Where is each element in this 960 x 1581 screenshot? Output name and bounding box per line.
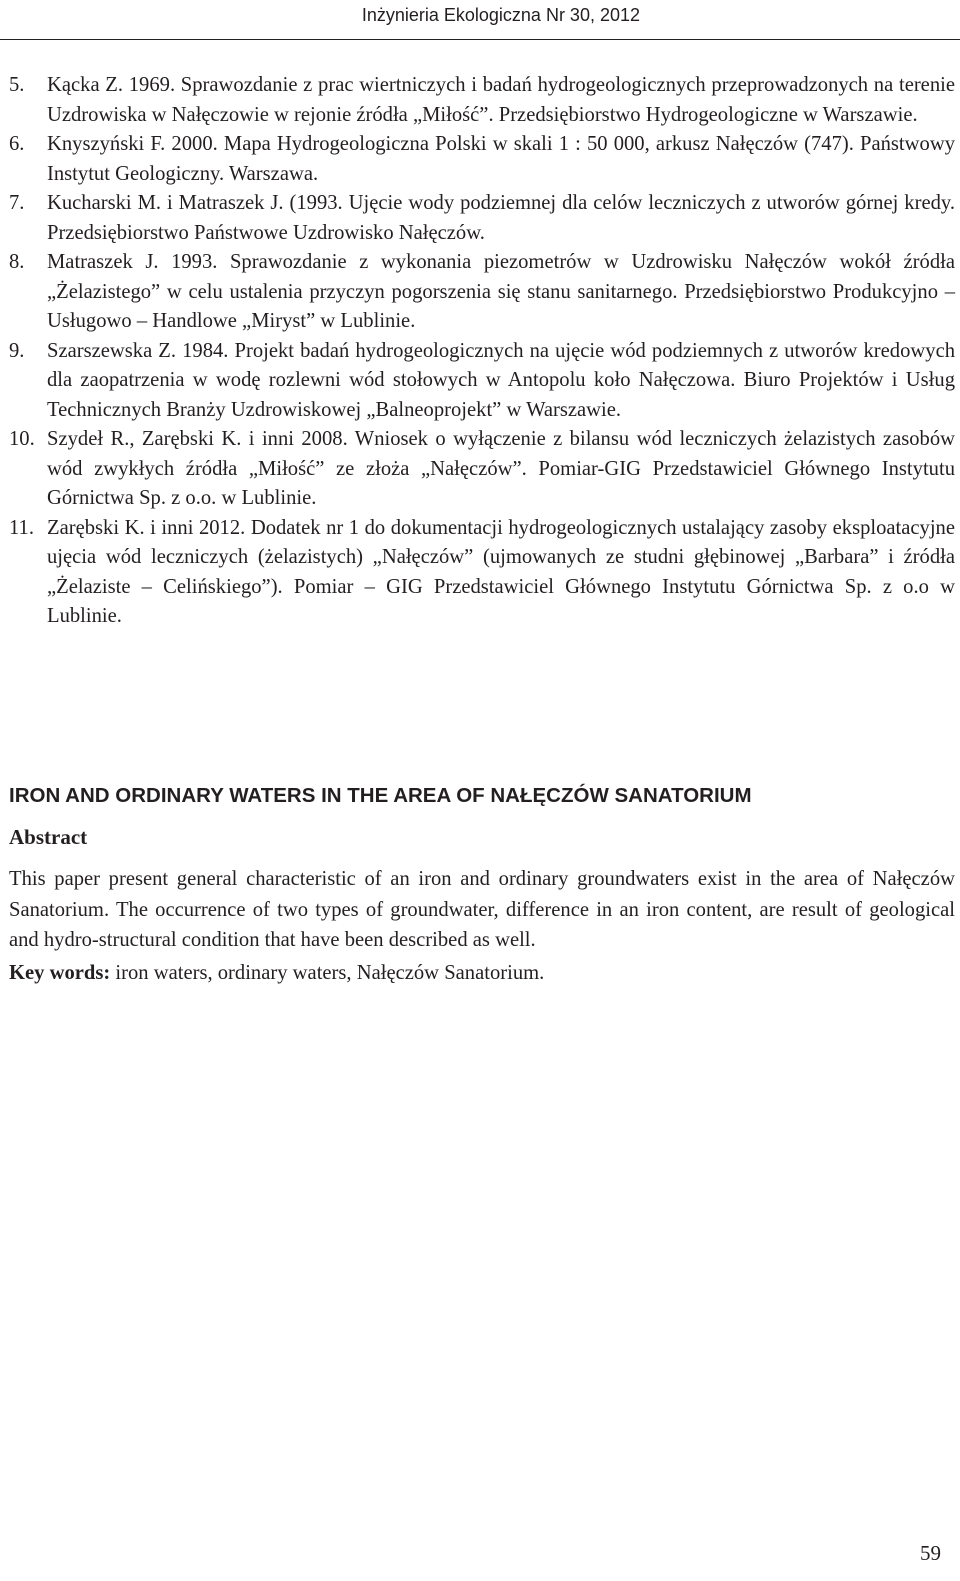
- abstract-heading: Abstract: [9, 825, 88, 849]
- keywords-line: [9, 962, 955, 985]
- reference-item: [9, 130, 955, 189]
- reference-item: [9, 514, 955, 632]
- reference-item: [9, 71, 955, 130]
- reference-item: [9, 248, 955, 337]
- reference-text: Knyszyński F. 2000. Mapa Hydrogeologiczna Polski w skali 1 : 50 000, arkusz Nałęczów (747). Państwowy Instytut Geologiczny. Warszawa.: [47, 133, 955, 185]
- article-title: IRON AND ORDINARY WATERS IN THE AREA OF NAŁĘCZÓW SANATORIUM: [9, 784, 752, 807]
- reference-number: 7.: [9, 192, 25, 214]
- reference-text: Szarszewska Z. 1984. Projekt badań hydrogeologicznych na ujęcie wód podziemnych z utworów kredowych dla zaopatrzenia w wodę rozlewni wód stołowych w Antopolu koło Nałęczowa. Biuro Projektów i Usług Technicznych Branży Uzdrowiskowej „Balneoprojekt” w Warszawie.: [47, 339, 955, 421]
- reference-item: [9, 337, 955, 426]
- reference-item: [9, 425, 955, 514]
- page-number: 59: [920, 1541, 941, 1565]
- reference-text: Matraszek J. 1993. Sprawozdanie z wykonania piezometrów w Uzdrowisku Nałęczów wokół źródła „Żelazistego” w celu ustalenia przyczyn pogorszenia się stanu sanitarnego. Przedsiębiorstwo Produkcyjno – Usługowo – Handlowe „Miryst” w Lublinie.: [47, 251, 955, 332]
- keywords-text: iron waters, ordinary waters, Nałęczów Sanatorium.: [110, 962, 545, 984]
- reference-number: 10.: [9, 428, 35, 450]
- reference-item: [9, 189, 955, 248]
- abstract-body: This paper present general characteristic of an iron and ordinary groundwaters exist in the area of Nałęczów Sanatorium. The occurrence of two types of groundwater, difference in an iron content, are result of geological and hydro-structural condition that have been described as well.: [9, 868, 955, 951]
- journal-title: Inżynieria Ekologiczna Nr 30, 2012: [361, 5, 640, 25]
- reference-number: 6.: [9, 133, 25, 155]
- running-header: [0, 0, 960, 40]
- reference-list: [9, 71, 955, 632]
- reference-text: Kucharski M. i Matraszek J. (1993. Ujęcie wody podziemnej dla celów leczniczych z utworów górnej kredy. Przedsiębiorstwo Państwowe Uzdrowisko Nałęczów.: [47, 192, 955, 244]
- reference-text: Zarębski K. i inni 2012. Dodatek nr 1 do dokumentacji hydrogeologicznych ustalający zasoby eksploatacyjne ujęcia wód leczniczych (żelazistych) „Nałęczów” (ujmowanych ze studni głębinowej „Barbara” i źródła „Żelaziste – Celińskiego”). Pomiar – GIG Przedstawiciel Głównego Instytutu Górnictwa Sp. z o.o w Lublinie.: [47, 516, 955, 627]
- reference-number: 9.: [9, 339, 25, 362]
- reference-number: 8.: [9, 251, 25, 273]
- keywords-label: Key words:: [9, 962, 111, 984]
- reference-text: Kącka Z. 1969. Sprawozdanie z prac wiertniczych i badań hydrogeologicznych przeprowadzonych na terenie Uzdrowiska w Nałęczowie w rejonie źródła „Miłość”. Przedsiębiorstwo Hydrogeologiczne w Warszawie.: [47, 74, 955, 126]
- reference-number: 11.: [9, 516, 34, 539]
- reference-text: Szydeł R., Zarębski K. i inni 2008. Wniosek o wyłączenie z bilansu wód leczniczych żelazistych zasobów wód zwykłych źródła „Miłość” ze złoża „Nałęczów”. Pomiar-GIG Przedstawiciel Głównego Instytutu Górnictwa Sp. z o.o. w Lublinie.: [47, 428, 955, 509]
- reference-number: 5.: [9, 74, 25, 96]
